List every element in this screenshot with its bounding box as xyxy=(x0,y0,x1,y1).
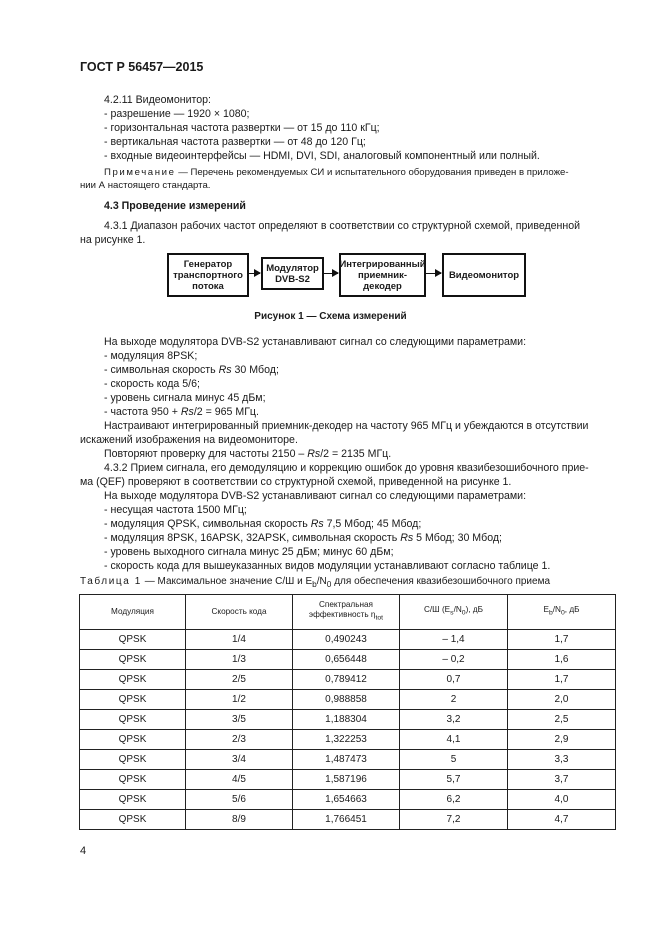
table-cell: 4,0 xyxy=(508,790,616,810)
list-item: - уровень сигнала минус 45 дБм; xyxy=(104,392,266,404)
text-part: С/Ш (E xyxy=(423,605,451,615)
subscript: s xyxy=(450,609,454,617)
table-cell: 3/4 xyxy=(186,750,293,770)
table-cell: 3,2 xyxy=(400,710,508,730)
text-part: для обеспечения квазибезошибочного приема xyxy=(331,576,551,587)
text-part: Повторяют проверку для частоты 2150 – xyxy=(104,448,308,460)
table-cell: 1/4 xyxy=(186,630,293,650)
diagram-box-generator xyxy=(167,253,249,297)
text-part: E xyxy=(543,605,549,615)
table-cell: 0,490243 xyxy=(293,630,400,650)
list-item: - разрешение — 1920 × 1080; xyxy=(104,108,250,120)
text-part: 5 Мбод; 30 Мбод; xyxy=(413,532,502,544)
text-part: - символьная скорость xyxy=(104,364,219,376)
table-row xyxy=(80,810,616,830)
table-cell: 2,0 xyxy=(508,690,616,710)
variable-rs: Rs xyxy=(218,364,232,376)
table-row xyxy=(80,750,616,770)
table-cell: 1,487473 xyxy=(293,750,400,770)
variable-rs: Rs xyxy=(400,532,414,544)
table-cell: QPSK xyxy=(80,690,186,710)
table-cell: QPSK xyxy=(80,730,186,750)
text-part: — Максимальное значение С/Ш и E xyxy=(141,576,313,587)
paragraph-line: ма (QEF) проверяют в соответствии со структурной схемой, приведенной на рисунке 1. xyxy=(80,476,512,488)
subscript: b xyxy=(312,579,317,589)
table-cell: QPSK xyxy=(80,750,186,770)
text-part: - частота 950 + xyxy=(104,406,181,418)
table-cell: 7,2 xyxy=(400,810,508,830)
column-header-eb-n0 xyxy=(508,595,616,630)
paragraph-line: 4.3.1 Диапазон рабочих частот определяют в соответствии со структурной схемой, приведенной xyxy=(104,220,581,232)
text-part: - модуляция 8PSK, 16APSK, 32APSK, символьная скорость xyxy=(104,532,401,544)
variable-rs: Rs xyxy=(180,406,194,418)
table-cell: 2,9 xyxy=(508,730,616,750)
subscript: 0 xyxy=(560,609,565,617)
subscript: 0 xyxy=(326,579,332,589)
diagram-arrow xyxy=(426,273,441,274)
table-cell: QPSK xyxy=(80,670,186,690)
table-row xyxy=(80,630,616,650)
list-item xyxy=(104,405,259,419)
text-part: /N xyxy=(453,605,462,615)
diagram-arrow xyxy=(249,273,260,274)
table-cell: 5 xyxy=(400,750,508,770)
table-cell: 1,587196 xyxy=(293,770,400,790)
list-item: - входные видеоинтерфейсы — HDMI, DVI, SDI, аналоговый компонентный или полный. xyxy=(104,150,540,162)
section-4-2-11-title: 4.2.11 Видеомонитор: xyxy=(104,94,211,106)
list-item: - скорость кода 5/6; xyxy=(104,378,200,390)
list-item: - несущая частота 1500 МГц; xyxy=(104,504,247,516)
table-cell: 0,7 xyxy=(400,670,508,690)
table-label: Таблица 1 xyxy=(80,576,142,587)
table-cell: QPSK xyxy=(80,630,186,650)
page-number: 4 xyxy=(80,845,87,857)
table-cell: 1,7 xyxy=(508,630,616,650)
table-cell: 4,7 xyxy=(508,810,616,830)
list-item: - горизонтальная частота развертки — от 15 до 110 кГц; xyxy=(104,122,380,134)
table-row xyxy=(80,770,616,790)
document-id: ГОСТ Р 56457—2015 xyxy=(80,60,204,74)
text-part: /2 = 965 МГц. xyxy=(193,406,259,418)
table-cell: 1,7 xyxy=(508,670,616,690)
variable-rs: Rs xyxy=(310,518,324,530)
table-cell: 2,5 xyxy=(508,710,616,730)
column-header-code-rate: Скорость кода xyxy=(186,595,293,630)
table-cell: 2 xyxy=(400,690,508,710)
table-cell: 1/3 xyxy=(186,650,293,670)
text-part: Спектральная xyxy=(319,600,373,610)
table-cell: 3,3 xyxy=(508,750,616,770)
diagram-box-label: Модулятор DVB-S2 xyxy=(266,262,319,285)
table-cell: 2/3 xyxy=(186,730,293,750)
table-cell: 5/6 xyxy=(186,790,293,810)
table-cell: QPSK xyxy=(80,770,186,790)
table-cell: 0,789412 xyxy=(293,670,400,690)
note-line-1 xyxy=(104,166,569,179)
column-header-spectral-efficiency xyxy=(293,595,400,630)
table-cell: QPSK xyxy=(80,650,186,670)
table-row xyxy=(80,690,616,710)
paragraph-line: искажений изображения на видеомониторе. xyxy=(80,434,298,446)
table-cell: 1,188304 xyxy=(293,710,400,730)
diagram-box-monitor xyxy=(442,253,526,297)
list-item: - уровень выходного сигнала минус 25 дБм; минус 60 дБм; xyxy=(104,546,394,558)
table-cell: – 0,2 xyxy=(400,650,508,670)
table-row xyxy=(80,670,616,690)
list-item xyxy=(104,363,279,377)
table-caption xyxy=(80,576,550,589)
table-header-row xyxy=(80,595,616,630)
table-cell: 4,1 xyxy=(400,730,508,750)
table-cell: 8/9 xyxy=(186,810,293,830)
diagram-box-modulator xyxy=(261,257,324,290)
text-part: /2 = 2135 МГц. xyxy=(320,448,392,460)
table-cell: QPSK xyxy=(80,810,186,830)
text-part: /N xyxy=(316,576,327,587)
paragraph-line: 4.3.2 Прием сигнала, его демодуляцию и коррекцию ошибок до уровня квазибезошибочного прие- xyxy=(104,462,589,474)
table-cell: 1,654663 xyxy=(293,790,400,810)
table-cell: 1/2 xyxy=(186,690,293,710)
paragraph-line: на рисунке 1. xyxy=(80,234,146,246)
note-label: Примечание xyxy=(104,167,176,178)
table-cell: 4/5 xyxy=(186,770,293,790)
table-body xyxy=(80,630,616,830)
note-line-2: нии А настоящего стандарта. xyxy=(80,180,211,191)
text-part: /N xyxy=(552,605,561,615)
table-cell: 3,7 xyxy=(508,770,616,790)
table-cell: 1,766451 xyxy=(293,810,400,830)
table-cell: 0,988858 xyxy=(293,690,400,710)
column-header-modulation: Модуляция xyxy=(80,595,186,630)
snr-table xyxy=(79,594,616,830)
table-cell: – 1,4 xyxy=(400,630,508,650)
table-row xyxy=(80,790,616,810)
list-item xyxy=(104,531,502,545)
note-text: — Перечень рекомендуемых СИ и испытательного оборудования приведен в приложе- xyxy=(175,167,569,178)
text-part: 7,5 Мбод; 45 Мбод; xyxy=(323,518,422,530)
table-row xyxy=(80,730,616,750)
diagram-arrow xyxy=(324,273,338,274)
table-cell: 3/5 xyxy=(186,710,293,730)
diagram-box-receiver xyxy=(339,253,426,297)
subscript: tot xyxy=(375,614,384,622)
paragraph-line: Настраивают интегрированный приемник-декодер на частоту 965 МГц и убеждаются в отсутствии xyxy=(104,420,589,432)
table-cell: 2/5 xyxy=(186,670,293,690)
text-part: ), дБ xyxy=(465,605,483,615)
subscript: b xyxy=(548,609,553,617)
text-part: - модуляция QPSK, символьная скорость xyxy=(104,518,311,530)
table-cell: 1,6 xyxy=(508,650,616,670)
table-row xyxy=(80,650,616,670)
list-item: - вертикальная частота развертки — от 48 до 120 Гц; xyxy=(104,136,366,148)
diagram-box-label: Интегрированный приемник- декодер xyxy=(339,258,426,292)
table-cell: 0,656448 xyxy=(293,650,400,670)
section-4-3-title: 4.3 Проведение измерений xyxy=(104,200,246,212)
table-cell: 1,322253 xyxy=(293,730,400,750)
table-cell: 6,2 xyxy=(400,790,508,810)
paragraph-line: На выходе модулятора DVB-S2 устанавливают сигнал со следующими параметрами: xyxy=(104,490,527,502)
list-item: - модуляция 8PSK; xyxy=(104,350,198,362)
text-part: , дБ xyxy=(564,605,580,615)
list-item xyxy=(104,517,421,531)
table-cell: QPSK xyxy=(80,790,186,810)
table-cell: 5,7 xyxy=(400,770,508,790)
table-cell: QPSK xyxy=(80,710,186,730)
diagram-box-label: Генератор транспортного потока xyxy=(173,258,243,292)
variable-rs: Rs xyxy=(307,448,321,460)
column-header-snr-es xyxy=(400,595,508,630)
list-item: - скорость кода для вышеуказанных видов модуляции устанавливают согласно таблице 1. xyxy=(104,560,551,572)
figure-caption: Рисунок 1 — Схема измерений xyxy=(254,311,407,322)
diagram-box-label: Видеомонитор xyxy=(448,269,520,281)
paragraph-line xyxy=(104,447,391,461)
subscript: 0 xyxy=(461,609,466,617)
text-part: 30 Мбод; xyxy=(231,364,279,376)
paragraph-line: На выходе модулятора DVB-S2 устанавливают сигнал со следующими параметрами: xyxy=(104,336,527,348)
table-row xyxy=(80,710,616,730)
text-part: эффективность η xyxy=(308,610,376,620)
